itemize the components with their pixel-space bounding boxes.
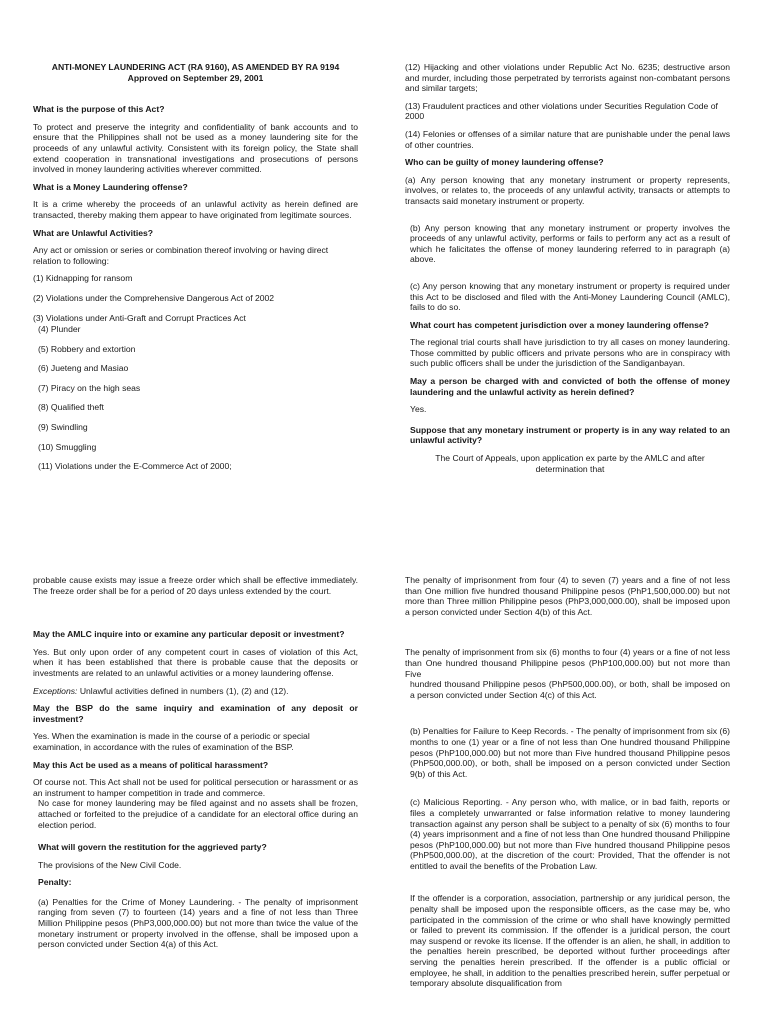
list-item: (3) Violations under Anti-Graft and Corrupt Practices Act xyxy=(33,312,246,323)
answer-inquire: Yes. But only upon order of any competent court in cases of violation of this Act, when it has been established that there is probable cause that the deposits or investments are related to an unlawful activities or a money laundering offense. xyxy=(33,646,358,678)
list-item: (2) Violations under the Comprehensive Dangerous Act of 2002 xyxy=(33,292,275,303)
list-item: (12) Hijacking and other violations under Republic Act No. 6235; destructive arson and murder, including those perpetrated by terrorists against non-combatant persons and similar targets; xyxy=(405,62,730,94)
question-bsp: May the BSP do the same inquiry and examination of any deposit or investment? xyxy=(33,703,358,724)
question-govern: What will govern the restitution for the aggrieved party? xyxy=(38,842,267,853)
answer-guilty-c: (c) Any person knowing that any monetary instrument or property is required under this Act to be disclosed and filed with the Anti-Money Laundering Council (AMLC), fails to do so. xyxy=(410,280,730,313)
question-guilty: Who can be guilty of money laundering offense? xyxy=(405,157,604,168)
answer-govern: The provisions of the New Civil Code. xyxy=(38,859,182,870)
answer-guilty-b: (b) Any person knowing that any monetary instrument or property involves the proceeds of any unlawful activity, performs or fails to perform any act as a result of which he falicitates the offense of money laundering referred to in paragraph (a) above. xyxy=(410,222,730,265)
answer-political-2: No case for money laundering may be filed against and no assets shall be frozen, attached or forfeited to the prejudice of a candidate for an electoral office during an election period. xyxy=(38,798,358,830)
list-item: (10) Smuggling xyxy=(38,441,97,452)
penalty-corporation-text: If the offender is a corporation, association, partnership or any juridical person, the penalty shall be imposed upon the responsible officers, as the case may be, who participated in the commission of the crime or who shall have knowingly permitted or failed to prevent its commission. If the offender is a juridical person, the court may suspend or revoke its license. If the offender is an alien, he shall, in addition to the penalties herein prescribed, be deported without further proceedings after serving the penalties herein prescribed. If the offender is a public official or employee, he shall, in addition to the penalties prescribed herein, suffer perpetual or temporary absolute disqualification from xyxy=(410,893,730,989)
penalty-4b-text: The penalty of imprisonment from four (4) to seven (7) years and a fine of not less than One million five hundred thousand Philippine pesos (PhP1,500,000.00) but not more than Three million Philippine pesos (PhP3,000,000.00), shall be imposed upon a person convicted under Section 4(b) of this Act. xyxy=(405,575,730,617)
question-inquire: May the AMLC inquire into or examine any particular deposit or investment? xyxy=(33,629,345,640)
question-purpose: What is the purpose of this Act? xyxy=(33,104,165,115)
penalty-b-text: (b) Penalties for Failure to Keep Records. - The penalty of imprisonment from six (6) months to one (1) year or a fine of not less than One hundred thousand Philippine pesos (PhP100,000.00) but not more than Five hundred thousand Philippine pesos (PhP500,000.00), or both, shall be imposed on a person convicted under Section 9(b) of this Act. xyxy=(410,726,730,779)
page1-right-column xyxy=(405,62,730,481)
penalty-c-text: (c) Malicious Reporting. - Any person who, with malice, or in bad faith, reports or files a completely unwarranted or false information relative to money laundering transaction against any person shall be subject to a penalty of six (6) months to four (4) years imprisonment and a fine of not less than One hundred thousand Philippine pesos (PhP100,000.00) but not more than Five hundred thousand Philippine pesos (PhP500,000.00), at the discretion of the court: Provided, That the offender is not entitled to avail the benefits of the Probation Law. xyxy=(410,797,730,871)
answer-unlawful-activities: Any act or omission or series or combination thereof involving or having direct relation to following: xyxy=(33,245,329,266)
question-court: What court has competent jurisdiction over a money laundering offense? xyxy=(410,319,709,330)
list-item: (13) Fraudulent practices and other violations under Securities Regulation Code of 2000 xyxy=(405,100,718,122)
list-item: (8) Qualified theft xyxy=(38,402,104,413)
answer-purpose: To protect and preserve the integrity and confidentiality of bank accounts and to ensure that the Philippines shall not be used as a money laundering site for the proceeds of any unlawful activity. Consistent with its foreign policy, the State shall extend cooperation in transnational investigations and prosecutions of persons involved in money laundering activities wherever committed. xyxy=(33,121,358,175)
answer-guilty-a: (a) Any person knowing that any monetary instrument or property represents, involves, or relates to, the proceeds of any unlawful activity, transacts or attempts to transacts said monetary instrument or property. xyxy=(405,174,730,206)
penalty-4c-text: The penalty of imprisonment from six (6) months to four (4) years or a fine of not less than One hundred thousand Philippine pesos (PhP100,000.00) but not more than Five xyxy=(405,647,730,679)
answer-bsp: Yes. When the examination is made in the course of a periodic or special examination, in accordance with the rules of examination of the BSP. xyxy=(33,731,310,752)
question-offense: What is a Money Laundering offense? xyxy=(33,181,188,192)
freeze-order-text: probable cause exists may issue a freeze order which shall be effective immediately. The freeze order shall be for a period of 20 days unless extended by the court. xyxy=(33,575,358,596)
exceptions-label: Exceptions: xyxy=(33,685,78,696)
list-item: (7) Piracy on the high seas xyxy=(38,382,141,393)
exceptions-text xyxy=(33,686,358,697)
penalty-4c-text-cont: hundred thousand Philippine pesos (PhP500,000.00), or both, shall be imposed on a person convicted under Section 4(c) of this Act. xyxy=(410,679,730,700)
list-item: (6) Jueteng and Masiao xyxy=(38,363,129,374)
answer-political-1: Of course not. This Act shall not be used for political persecution or harassment or as an instrument to hamper competition in trade and commerce. xyxy=(33,777,358,798)
list-item: (4) Plunder xyxy=(38,324,81,335)
document-title: ANTI-MONEY LAUNDERING ACT (RA 9160), AS AMENDED BY RA 9194 xyxy=(51,62,340,72)
page1-left-column xyxy=(33,62,358,479)
question-unlawful-activities: What are Unlawful Activities? xyxy=(33,227,154,238)
page2-right-column xyxy=(405,575,730,996)
exceptions-body: Unlawful activities defined in numbers (1), (2) and (12). xyxy=(77,685,289,696)
list-item: (1) Kidnapping for ransom xyxy=(33,273,133,284)
list-item: (14) Felonies or offenses of a similar nature that are punishable under the penal laws of other countries. xyxy=(405,128,730,150)
answer-suppose: The Court of Appeals, upon application ex parte by the AMLC and after determination that xyxy=(435,453,705,474)
answer-offense: It is a crime whereby the proceeds of an unlawful activity as herein defined are transacted, thereby making them appear to have originated from legitimate sources. xyxy=(33,199,358,220)
question-suppose: Suppose that any monetary instrument or property is in any way related to an unlawful activity? xyxy=(410,424,730,446)
question-political: May this Act be used as a means of political harassment? xyxy=(33,759,269,770)
list-item: (11) Violations under the E-Commerce Act of 2000; xyxy=(38,461,232,472)
question-charged: May a person be charged with and convicted of both the offense of money laundering and the unlawful activity as herein defined? xyxy=(410,376,730,397)
page2-left-column xyxy=(33,575,358,957)
penalty-heading: Penalty: xyxy=(38,877,72,888)
document-subtitle: Approved on September 29, 2001 xyxy=(127,72,264,83)
penalty-a-text: (a) Penalties for the Crime of Money Laundering. - The penalty of imprisonment ranging from seven (7) to fourteen (14) years and a fine of not less than Three Million Philippine pesos (PhP3,000,000.00) but not more than twice the value of the monetary instrument or property involved in the offense, shall be imposed upon a person convicted under Section 4(a) of this Act. xyxy=(38,896,358,950)
list-item: (9) Swindling xyxy=(38,422,88,433)
answer-court: The regional trial courts shall have jurisdiction to try all cases on money laundering. Those committed by public officers and private persons who are in conspiracy with such public officers shall be under the jurisdiction of the Sandiganbayan. xyxy=(410,337,730,369)
answer-charged: Yes. xyxy=(410,404,427,415)
list-item: (5) Robbery and extortion xyxy=(38,343,136,354)
